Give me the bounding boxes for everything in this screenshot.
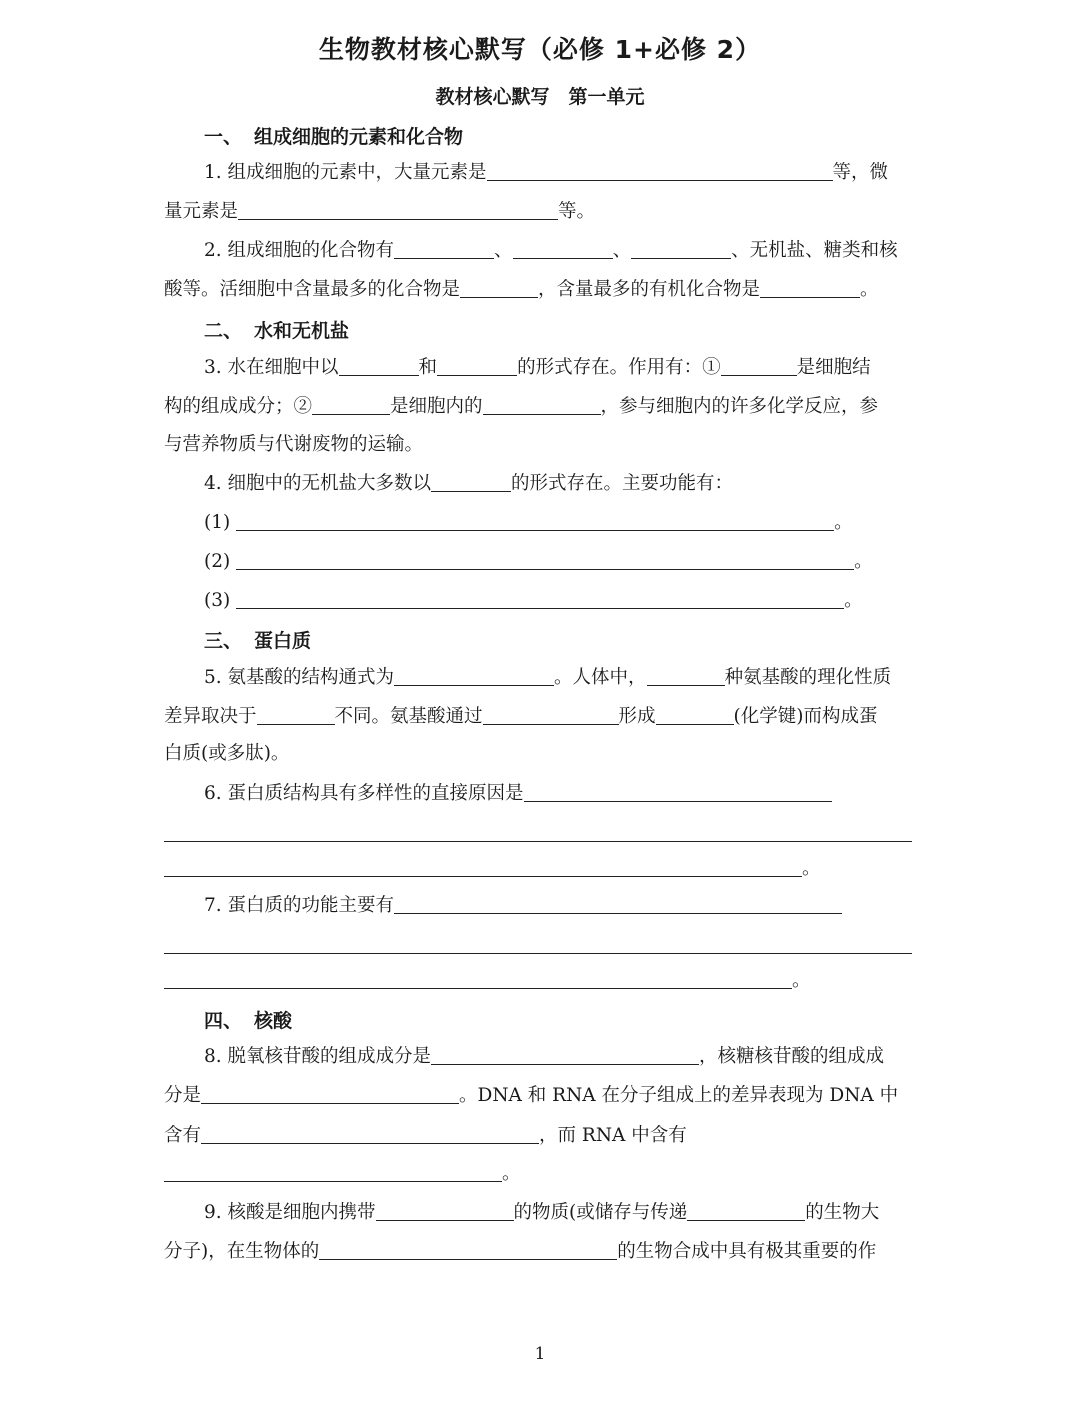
answer-blank[interactable] xyxy=(394,238,494,259)
question-text: 、 xyxy=(612,240,632,261)
answer-blank[interactable] xyxy=(513,238,613,259)
section-heading-3 xyxy=(204,626,311,653)
question-text: 和 xyxy=(418,357,438,378)
question-text: 。 xyxy=(792,970,811,991)
question-text: 不同。氨基酸通过 xyxy=(334,706,483,727)
answer-blank[interactable] xyxy=(760,277,860,298)
question-2-line-2 xyxy=(164,277,879,302)
question-text: 、 xyxy=(494,240,513,261)
question-6-line-3 xyxy=(164,856,821,881)
question-text: 4. 细胞中的无机盐大多数以 xyxy=(204,473,432,494)
question-text: 。 xyxy=(854,551,873,572)
section-label: 蛋白质 xyxy=(254,630,312,652)
answer-blank[interactable] xyxy=(656,704,734,725)
question-text: 。人体中， xyxy=(554,667,647,688)
question-text: 种氨基酸的理化性质 xyxy=(724,667,892,688)
answer-blank[interactable] xyxy=(647,665,725,686)
answer-blank[interactable] xyxy=(394,893,842,914)
question-3-line-1 xyxy=(204,355,871,380)
question-text: 6. 蛋白质结构具有多样性的直接原因是 xyxy=(204,783,524,804)
question-text: 的生物大 xyxy=(805,1202,880,1223)
answer-blank[interactable] xyxy=(236,510,834,531)
answer-blank[interactable] xyxy=(437,355,517,376)
question-text: 1. 组成细胞的元素中，大量元素是 xyxy=(204,162,487,183)
document-title: 生物教材核心默写（必修 1+必修 2） xyxy=(318,35,762,64)
question-1-line-1 xyxy=(204,160,888,185)
question-text: 。 xyxy=(860,279,879,300)
question-9-line-2 xyxy=(164,1239,876,1264)
question-2-line-1 xyxy=(204,238,898,263)
question-text: 、无机盐、糖类和核 xyxy=(731,240,898,261)
question-text: 7. 蛋白质的功能主要有 xyxy=(204,895,395,916)
item-number: (3) xyxy=(204,590,231,611)
page-number: 1 xyxy=(534,1344,546,1364)
question-text: ，含量最多的有机化合物是 xyxy=(538,279,761,300)
answer-blank[interactable] xyxy=(164,856,802,877)
question-text: 等，微 xyxy=(832,162,889,183)
section-number: 三、 xyxy=(204,630,243,652)
section-heading-1 xyxy=(204,122,463,149)
answer-blank[interactable] xyxy=(201,1123,539,1144)
question-text: 白质(或多肽)。 xyxy=(164,743,290,764)
answer-line[interactable] xyxy=(164,953,912,954)
answer-blank[interactable] xyxy=(483,394,601,415)
question-text: ，核糖核苷酸的组成成 xyxy=(699,1046,885,1067)
question-text: 差异取决于 xyxy=(164,706,257,727)
question-5-line-1 xyxy=(204,665,891,690)
question-text: (化学键)而构成蛋 xyxy=(733,706,878,727)
question-text: 量元素是 xyxy=(164,201,239,222)
answer-blank[interactable] xyxy=(460,277,538,298)
answer-blank[interactable] xyxy=(524,781,832,802)
answer-blank[interactable] xyxy=(236,549,854,570)
question-7-line-1 xyxy=(204,893,842,918)
answer-blank[interactable] xyxy=(431,1044,699,1065)
answer-blank[interactable] xyxy=(483,704,619,725)
question-text: ，而 RNA 中含有 xyxy=(539,1125,687,1146)
answer-blank[interactable] xyxy=(312,394,390,415)
question-8-line-1 xyxy=(204,1044,884,1069)
question-text: 是细胞内的 xyxy=(390,396,483,417)
answer-blank[interactable] xyxy=(201,1083,459,1104)
answer-blank[interactable] xyxy=(238,199,558,220)
question-text: 是细胞结 xyxy=(796,357,871,378)
question-8-line-4 xyxy=(164,1161,521,1186)
question-text: ，参与细胞内的许多化学反应，参 xyxy=(600,396,879,417)
question-text: 8. 脱氧核苷酸的组成成分是 xyxy=(204,1046,432,1067)
section-number: 一、 xyxy=(204,126,243,148)
question-6-line-1 xyxy=(204,781,832,806)
question-text: 形成 xyxy=(618,706,656,727)
question-text: 的生物合成中具有极其重要的作 xyxy=(617,1241,877,1262)
question-4-line-1 xyxy=(204,471,733,496)
question-5-line-2 xyxy=(164,704,877,729)
question-text: 含有 xyxy=(164,1125,202,1146)
question-3-line-3 xyxy=(164,433,423,457)
question-text: 的形式存在。主要功能有： xyxy=(511,473,734,494)
question-text: 分子)，在生物体的 xyxy=(164,1241,320,1262)
item-number: (1) xyxy=(204,512,231,533)
question-text: 与营养物质与代谢废物的运输。 xyxy=(164,434,424,455)
question-1-line-2 xyxy=(164,199,595,224)
question-4-item-3 xyxy=(204,588,863,613)
answer-blank[interactable] xyxy=(319,1239,617,1260)
answer-blank[interactable] xyxy=(339,355,419,376)
answer-blank[interactable] xyxy=(164,968,792,989)
question-text: 9. 核酸是细胞内携带 xyxy=(204,1202,376,1223)
question-5-line-3 xyxy=(164,742,289,766)
question-text: 。 xyxy=(844,590,863,611)
answer-blank[interactable] xyxy=(721,355,797,376)
question-text: 分是 xyxy=(164,1085,202,1106)
section-label: 组成细胞的元素和化合物 xyxy=(254,126,464,148)
question-text: 2. 组成细胞的化合物有 xyxy=(204,240,395,261)
answer-blank[interactable] xyxy=(687,1200,805,1221)
question-text: 等。 xyxy=(558,201,596,222)
section-heading-2 xyxy=(204,316,349,343)
answer-blank[interactable] xyxy=(236,588,844,609)
question-text: 构的组成成分；② xyxy=(164,396,313,417)
question-text: 的形式存在。作用有：① xyxy=(517,357,721,378)
answer-blank[interactable] xyxy=(376,1200,514,1221)
item-number: (2) xyxy=(204,551,231,572)
section-number: 四、 xyxy=(204,1010,243,1032)
answer-blank[interactable] xyxy=(394,665,554,686)
question-text: 。 xyxy=(802,858,821,879)
answer-blank[interactable] xyxy=(257,704,335,725)
section-label: 核酸 xyxy=(254,1010,293,1032)
section-number: 二、 xyxy=(204,320,243,342)
question-8-line-2 xyxy=(164,1083,898,1108)
question-text: 5. 氨基酸的结构通式为 xyxy=(204,667,395,688)
section-label: 水和无机盐 xyxy=(254,320,350,342)
question-3-line-2 xyxy=(164,394,878,419)
question-text: 3. 水在细胞中以 xyxy=(204,357,339,378)
question-text: 的物质(或储存与传递 xyxy=(513,1202,688,1223)
document-subtitle: 教材核心默写 第一单元 xyxy=(435,86,645,108)
section-heading-4 xyxy=(204,1006,292,1033)
question-4-item-2 xyxy=(204,549,873,574)
answer-blank[interactable] xyxy=(164,1161,502,1182)
answer-blank[interactable] xyxy=(631,238,731,259)
question-7-line-3 xyxy=(164,968,811,993)
answer-blank[interactable] xyxy=(431,471,511,492)
question-text: 。DNA 和 RNA 在分子组成上的差异表现为 DNA 中 xyxy=(459,1085,899,1106)
answer-line[interactable] xyxy=(164,841,912,842)
answer-blank[interactable] xyxy=(487,160,833,181)
question-text: 。 xyxy=(834,512,853,533)
question-9-line-1 xyxy=(204,1200,879,1225)
question-text: 酸等。活细胞中含量最多的化合物是 xyxy=(164,279,461,300)
question-4-item-1 xyxy=(204,510,853,535)
question-8-line-3 xyxy=(164,1123,687,1148)
question-text: 。 xyxy=(502,1163,521,1184)
